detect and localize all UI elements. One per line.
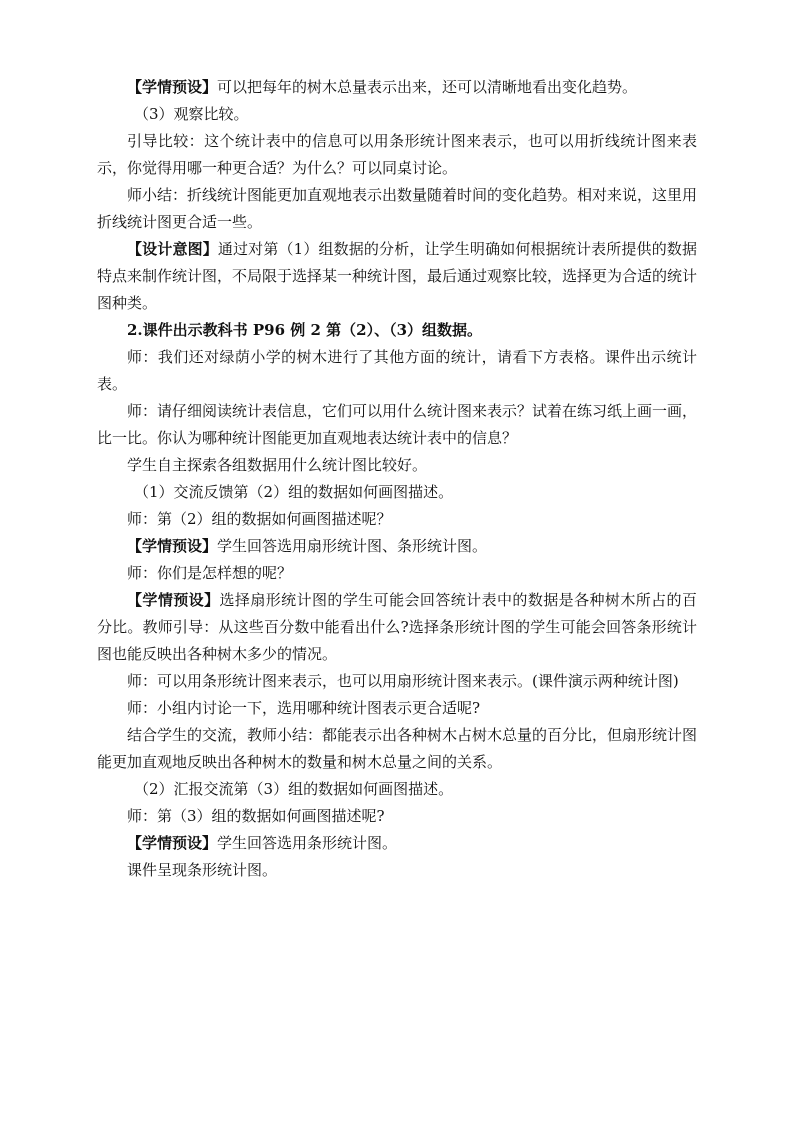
paragraph-18: （2）汇报交流第（3）组的数据如何画图描述。 [134, 780, 454, 798]
paragraph-4: 师小结：折线统计图能更加直观地表示出数量随着时间的变化趋势。相对来说，这里用折线统计图更合适一些。 [97, 186, 698, 231]
paragraph-17: 结合学生的交流，教师小结：都能表示出各种树木占树木总量的百分比，但扇形统计图能更加直观地反映出各种树木的数量和树木总量之间的关系。 [97, 726, 698, 771]
paragraph-12 [97, 533, 697, 560]
section-heading: 2.课件出示教科书 P96 例 2 第（2）、（3）组数据。 [127, 321, 483, 339]
tag-label: 【学情预设】 [127, 591, 220, 609]
paragraph-text: 学生回答选用扇形统计图、条形统计图。 [217, 537, 488, 555]
paragraph-20 [97, 830, 697, 857]
paragraph-21: 课件呈现条形统计图。 [127, 861, 278, 879]
tag-label: 【学情预设】 [127, 78, 218, 96]
paragraph-2: （3）观察比较。 [134, 105, 249, 123]
document-page [97, 74, 697, 884]
paragraph-8: 师：请仔细阅读统计表信息，它们可以用什么统计图来表示？试着在练习纸上画一画，比一比。你认为哪种统计图能更加直观地表达统计表中的信息？ [97, 402, 698, 447]
paragraph-1 [97, 74, 697, 101]
paragraph-text: 可以把每年的树木总量表示出来，还可以清晰地看出变化趋势。 [217, 78, 638, 96]
paragraph-14 [97, 587, 697, 668]
paragraph-16: 师：小组内讨论一下，选用哪种统计图表示更合适呢? [127, 699, 481, 717]
paragraph-3: 引导比较：这个统计表中的信息可以用条形统计图来表示，也可以用折线统计图来表示，你觉得用哪一种更合适？为什么？可以同桌讨论。 [97, 132, 697, 177]
paragraph-7: 师：我们还对绿荫小学的树木进行了其他方面的统计，请看下方表格。课件出示统计表。 [97, 348, 697, 393]
paragraph-11: 师：第（2）组的数据如何画图描述呢？ [127, 510, 392, 528]
paragraph-text: 选择扇形统计图的学生可能会回答统计表中的数据是各种树木所占的百分比。教师引导：从这些百分数中能看出什么?选择条形统计图的学生可能会回答条形统计图也能反映出各种树木多少的情况。 [97, 591, 697, 663]
paragraph-text: 通过对第（1）组数据的分析，让学生明确如何根据统计表所提供的数据特点来制作统计图，不局限于选择某一种统计图，最后通过观察比较，选择更为合适的统计图种类。 [97, 240, 698, 312]
paragraph-13: 师：你们是怎样想的呢？ [127, 564, 293, 582]
paragraph-text: 学生回答选用条形统计图。 [217, 834, 398, 852]
tag-label: 【设计意图】 [127, 240, 218, 258]
paragraph-19: 师：第（3）组的数据如何画图描述呢? [127, 807, 385, 825]
paragraph-10: （1）交流反馈第（2）组的数据如何画图描述。 [134, 483, 454, 501]
paragraph-15: 师：可以用条形统计图来表示，也可以用扇形统计图来表示。(课件演示两种统计图) [127, 672, 679, 690]
tag-label: 【学情预设】 [127, 834, 218, 852]
paragraph-5 [97, 236, 697, 317]
paragraph-9: 学生自主探索各组数据用什么统计图比较好。 [127, 456, 428, 474]
tag-label: 【学情预设】 [127, 537, 218, 555]
